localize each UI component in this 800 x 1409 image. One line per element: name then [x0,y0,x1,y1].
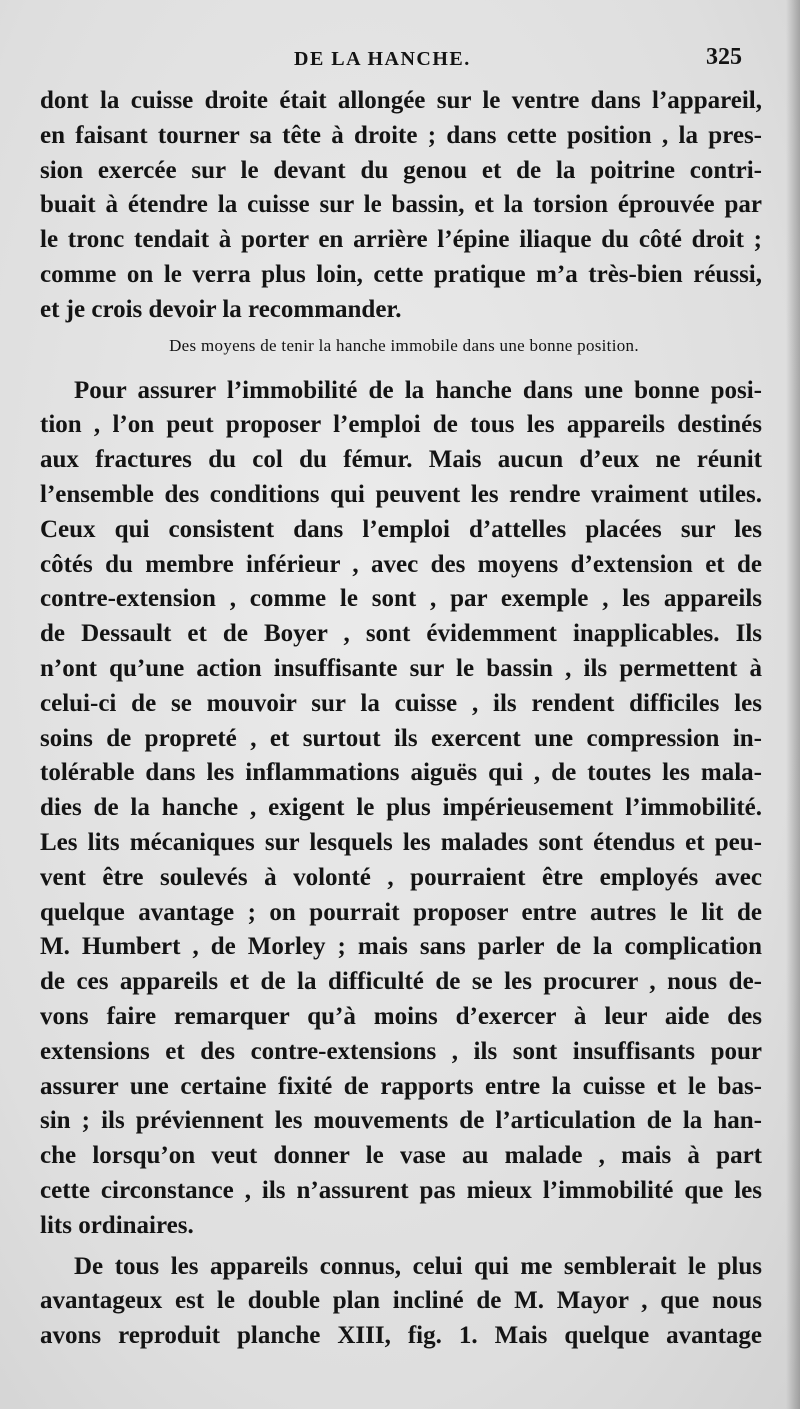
text-line: Les lits mécaniques sur lesquels les malades sont étendus et peu- [40,828,762,856]
text-line: dont la cuisse droite était allongée sur le ventre dans l’appareil, [40,87,762,114]
paragraph-mayor-apparatus [40,1250,762,1354]
paragraph-immobility [40,374,762,1244]
section-heading: Des moyens de tenir la hanche immobile dans une bonne position. [169,335,639,355]
text-line: quelque avantage ; on pourrait proposer entre autres le lit de [40,898,762,926]
running-title: DE LA HANCHE. [294,48,471,70]
text-line: et je crois devoir la recommander. [40,295,402,323]
text-line: de Dessault et de Boyer , sont évidemment inapplicables. Ils [40,620,762,648]
text-line: lits ordinaires. [40,1211,194,1239]
paragraph-continuation [40,84,762,328]
text-line: tion , l’on peut proposer l’emploi de tous les appareils destinés [40,411,762,439]
text-line: vent être soulevés à volonté , pourraient être employés avec [40,863,762,891]
text-line: Pour assurer l’immobilité de la hanche dans une bonne posi- [74,376,762,404]
text-line: cette circonstance , ils n’assurent pas mieux l’immobilité que les [40,1176,762,1204]
text-line: vons faire remarquer qu’à moins d’exercer à leur aide des [40,1002,762,1030]
text-line: dies de la hanche , exigent le plus impérieusement l’immobilité. [40,794,762,822]
body-text [40,84,762,1354]
text-line: l’ensemble des conditions qui peuvent les rendre vraiment utiles. [40,480,762,508]
text-line: comme on le verra plus loin, cette pratique m’a très-bien réussi, [40,260,762,288]
text-line: avons reproduit planche XIII, fig. 1. Mais quelque avantage [40,1322,762,1350]
text-line: Ceux qui consistent dans l’emploi d’attelles placées sur les [40,515,762,543]
text-line: sion exercée sur le devant du genou et de la poitrine contri- [40,156,762,184]
text-line: le tronc tendait à porter en arrière l’épine iliaque du côté droit ; [40,226,762,254]
text-line: sin ; ils préviennent les mouvements de l’articulation de la han- [40,1107,762,1135]
text-line: assurer une certaine fixité de rapports entre la cuisse et le bas- [40,1072,762,1100]
page-number: 325 [706,44,742,70]
text-line: aux fractures du col du fémur. Mais aucun d’eux ne réunit [40,446,762,474]
text-line: tolérable dans les inflammations aiguës qui , de toutes les mala- [40,759,762,787]
text-line: n’ont qu’une action insuffisante sur le bassin , ils permettent à [40,654,762,682]
text-line: celui-ci de se mouvoir sur la cuisse , ils rendent difficiles les [40,689,762,717]
text-line: avantageux est le double plan incliné de M. Mayor , que nous [40,1287,762,1315]
text-line: contre-extension , comme le sont , par exemple , les appareils [40,585,762,613]
text-line: De tous les appareils connus, celui qui me semblerait le plus [74,1252,762,1280]
text-line: soins de propreté , et surtout ils exercent une compression in- [40,724,762,752]
text-line: buait à étendre la cuisse sur le bassin, et la torsion éprouvée par [40,191,762,219]
text-line: M. Humbert , de Morley ; mais sans parler de la complication [40,933,762,961]
text-line: de ces appareils et de la difficulté de se les procurer , nous de- [40,968,762,996]
text-line: côtés du membre inférieur , avec des moyens d’extension et de [40,550,762,578]
text-line: che lorsqu’on veut donner le vase au malade , mais à part [40,1142,762,1170]
text-line: extensions et des contre-extensions , ils sont insuffisants pour [40,1037,762,1065]
running-head [0,42,800,76]
text-line: en faisant tourner sa tête à droite ; dans cette position , la pres- [40,121,762,149]
